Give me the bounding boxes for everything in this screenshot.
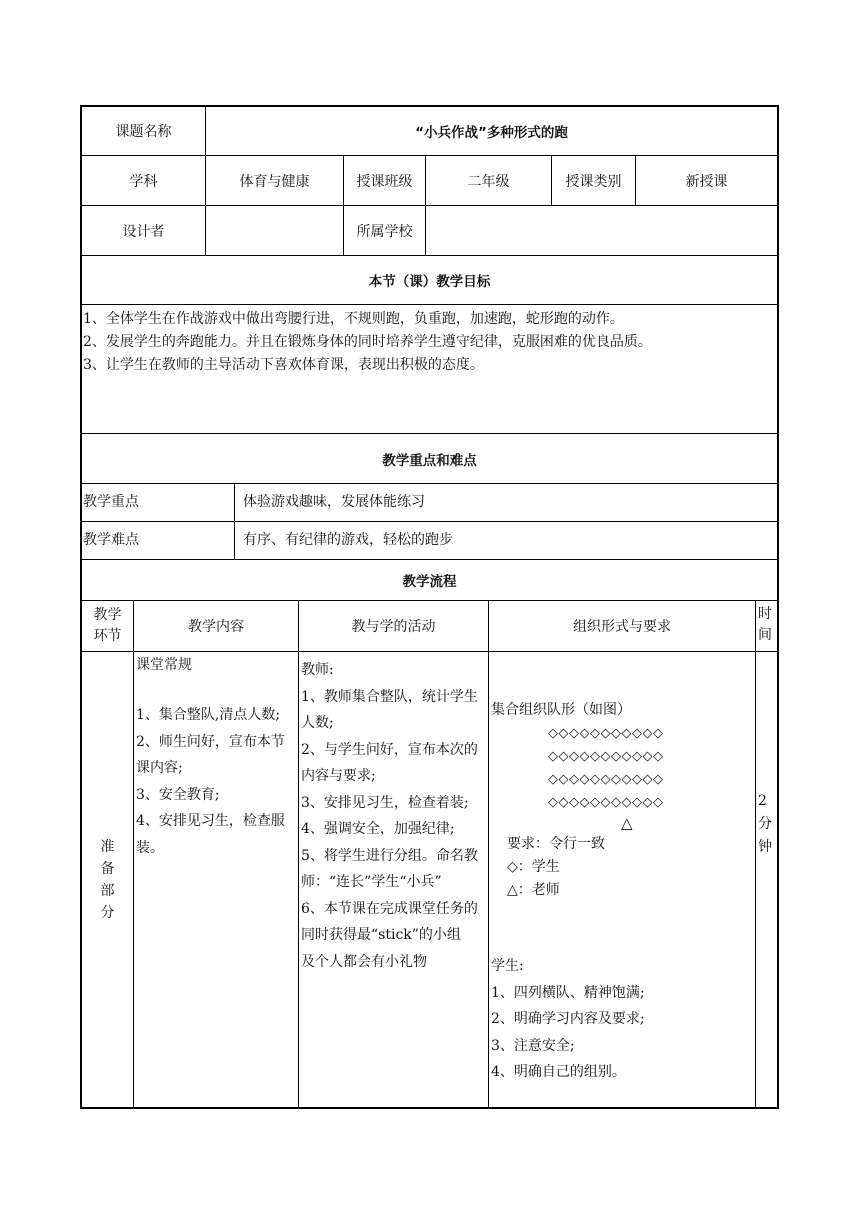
students-item: 1、四列横队、精神饱满;	[491, 984, 645, 1001]
formation-row: ◇◇◇◇◇◇◇◇◇◇◇	[548, 726, 664, 741]
designer-value	[206, 206, 343, 255]
formation-diagram	[548, 722, 753, 814]
students-item: 4、明确自己的组别。	[491, 1064, 626, 1080]
content-line	[136, 676, 298, 702]
org-requirement: 要求：令行一致	[507, 836, 605, 852]
focus-value: 体验游戏趣味，发展体能练习	[243, 494, 425, 510]
teacher-mark: △	[621, 814, 633, 832]
type-label: 授课类别	[565, 173, 622, 190]
subject-label: 学科	[129, 173, 158, 190]
activity-line: 6、本节课在完成课堂任务的	[301, 900, 478, 917]
stage-char: 部	[100, 882, 115, 899]
stage-label	[101, 836, 115, 924]
topic-value: “小兵作战”多种形式的跑	[415, 124, 568, 141]
objectives-title: 本节（课）教学目标	[368, 274, 491, 290]
legend-student: ◇：学生	[507, 859, 560, 875]
row-rule	[80, 651, 779, 652]
objective-item: 1、全体学生在作战游戏中做出弯腰行进，不规则跑，负重跑，加速跑，蛇形跑的动作。	[83, 311, 624, 327]
content-line: 4、安排见习生，检查服	[136, 813, 285, 829]
legend-teacher: △：老师	[507, 882, 560, 898]
time-char: 2	[758, 793, 767, 809]
type-value: 新授课	[685, 173, 728, 190]
content-cell	[136, 654, 298, 861]
activity-line: 5、将学生进行分组。命名教	[301, 847, 478, 864]
keypoints-title: 教学重点和难点	[382, 452, 477, 469]
stage-cell	[82, 652, 133, 1107]
designer-label: 设计者	[122, 223, 165, 240]
activity-header: 教与学的活动	[351, 619, 436, 635]
difficulty-value: 有序、有纪律的游戏，轻松的跑步	[243, 532, 453, 548]
activity-line: 同时获得最“stick”的小组	[301, 927, 461, 943]
organization-header: 组织形式与要求	[573, 619, 671, 635]
time-char: 分	[758, 816, 772, 832]
class-label: 授课班级	[356, 173, 413, 190]
content-line: 3、安全教育;	[136, 786, 220, 803]
students-title: 学生:	[491, 958, 524, 974]
formation-row: ◇◇◇◇◇◇◇◇◇◇◇	[548, 795, 664, 810]
stage-header-line: 教学	[93, 607, 122, 623]
process-title: 教学流程	[402, 574, 457, 590]
formation-row: ◇◇◇◇◇◇◇◇◇◇◇	[548, 772, 664, 787]
col-rule	[133, 600, 134, 1107]
time-header-line: 间	[758, 627, 772, 643]
activity-line: 3、安排见习生，检查着装;	[301, 794, 469, 811]
content-line: 课内容;	[136, 760, 183, 776]
activity-line: 2、与学生问好，宣布本次的	[301, 741, 478, 758]
class-value: 二年级	[467, 173, 510, 190]
activity-cell	[301, 657, 488, 975]
col-rule	[755, 600, 756, 1107]
content-header: 教学内容	[188, 619, 244, 635]
focus-label: 教学重点	[83, 494, 139, 510]
subject-value: 体育与健康	[239, 173, 310, 190]
topic-label: 课题名称	[115, 123, 172, 140]
activity-line: 师：“连长”学生“小兵”	[301, 874, 442, 890]
formation-row: ◇◇◇◇◇◇◇◇◇◇◇	[548, 749, 664, 764]
students-item: 2、明确学习内容及要求;	[491, 1011, 645, 1027]
row-rule	[80, 304, 779, 305]
stage-char: 分	[100, 904, 115, 921]
objective-item: 2、发展学生的奔跑能力。并且在锻炼身体的同时培养学生遵守纪律，克服困难的优良品质。	[83, 334, 652, 350]
activity-line: 内容与要求;	[301, 768, 376, 784]
students-item: 3、注意安全;	[491, 1037, 575, 1054]
objectives-list	[83, 308, 775, 377]
activity-line: 1、教师集合整队，统计学生	[301, 688, 478, 705]
stage-char: 备	[100, 860, 115, 877]
col-rule	[488, 600, 489, 1107]
activity-line: 及个人都会有小礼物	[301, 953, 427, 970]
time-header	[758, 604, 776, 646]
activity-line: 4、强调安全，加强纪律;	[301, 821, 455, 837]
content-line: 装。	[136, 839, 164, 856]
time-char: 钟	[758, 839, 772, 855]
col-rule	[234, 483, 235, 559]
school-label: 所属学校	[356, 223, 413, 240]
content-line: 1、集合整队,清点人数;	[136, 707, 281, 723]
stage-char: 准	[100, 838, 115, 855]
students-block	[491, 953, 753, 1086]
col-rule	[298, 600, 299, 1107]
content-line: 课堂常规	[136, 657, 192, 673]
activity-line: 人数;	[301, 715, 334, 731]
time-header-line: 时	[758, 606, 772, 622]
table-border-bottom	[80, 1107, 779, 1109]
stage-header-line: 环节	[93, 628, 122, 644]
time-cell	[758, 790, 776, 859]
content-line: 2、师生问好，宣布本节	[136, 733, 285, 750]
stage-header	[82, 601, 133, 651]
school-value	[426, 206, 777, 255]
activity-line: 教师:	[301, 662, 334, 678]
difficulty-label: 教学难点	[83, 532, 139, 548]
objective-item: 3、让学生在教师的主导活动下喜欢体育课，表现出积极的态度。	[83, 357, 484, 373]
org-intro: 集合组织队形（如图）	[491, 702, 631, 718]
